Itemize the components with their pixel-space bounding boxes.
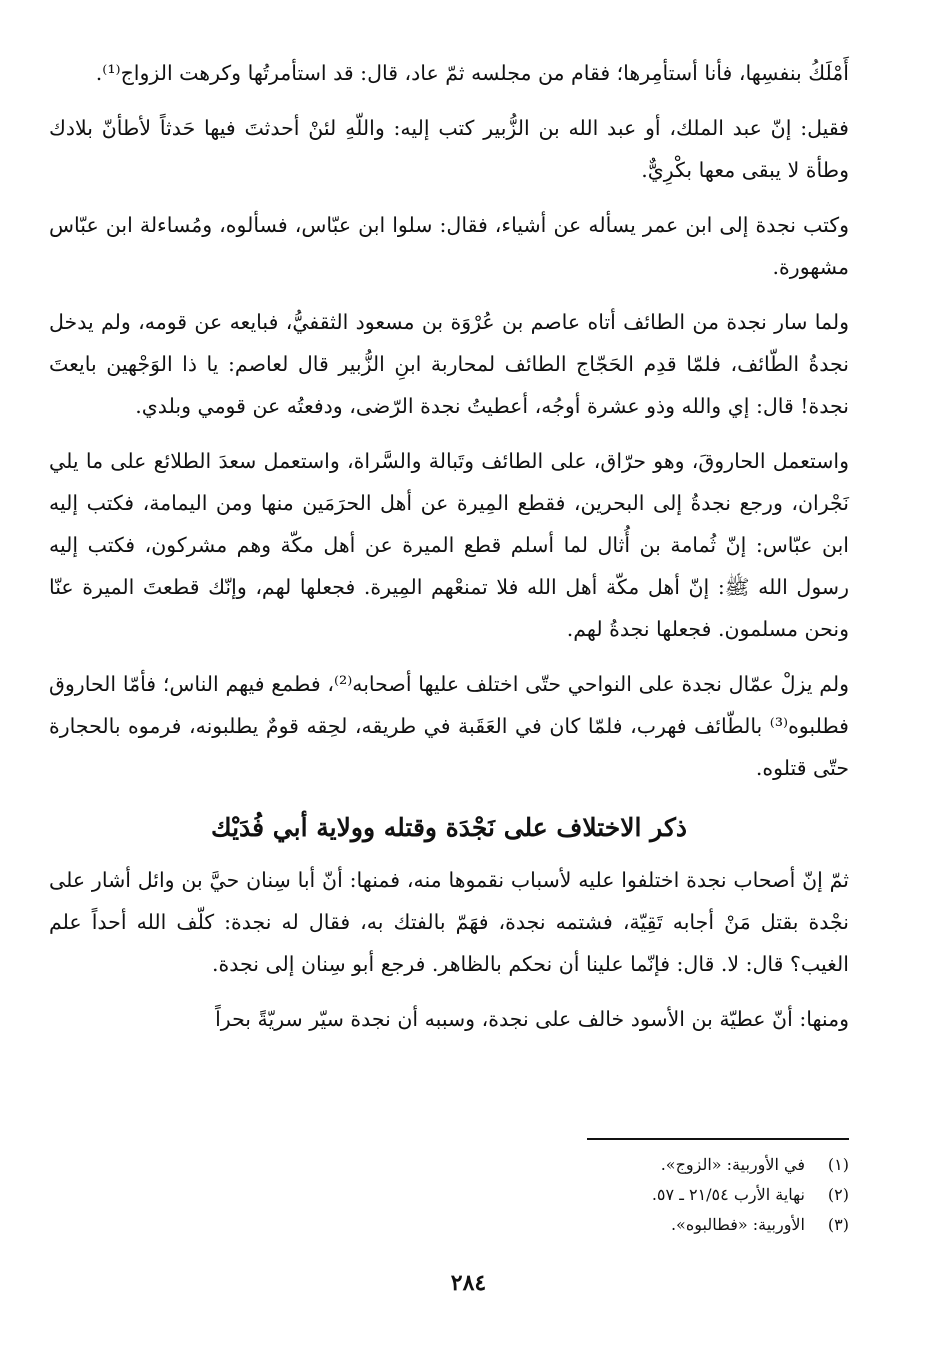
footnote-2 xyxy=(49,1180,849,1210)
footnote-text: في الأوربية: «الزوج». xyxy=(660,1155,805,1174)
page-number: ٢٨٤ xyxy=(450,1270,487,1296)
footnote-text: الأوربية: «فطالبوه». xyxy=(670,1215,805,1234)
paragraph-3: وكتب نجدة إلى ابن عمر يسأله عن أشياء، فقال: سلوا ابن عبّاس، فسألوه، ومُساءلة ابن عبّاس مشهورة. xyxy=(49,213,849,279)
footnotes xyxy=(49,1150,849,1240)
paragraph-6: ولم يزلْ عمّال نجدة على النواحي حتّى اختلف عليها أصحابه⁽²⁾، فطمع فيهم الناس؛ فأمّا الحاروق فطلبوه⁽³⁾ بالطّائف فهرب، فلمّا كان في العَقَبة في طريقه، لحِقه قومٌ يطلبونه، فرموه بالحجارة حتّى قتلوه. xyxy=(49,672,849,780)
paragraph-5: واستعمل الحاروقَ، وهو حرّاق، على الطائف وتَبالة والسَّراة، واستعمل سعدَ الطلائع على ما يلي نَجْران، ورجع نجدةُ إلى البحرين، فقطع المِيرة عن أهل الحرَمَين منها ومن اليمامة، فكتب إليه ابن عبّاس: إنّ ثُمامة بن أُثال لما أسلم قطع الميرة عن أهل مكّة وهم مشركون، فكتب إليه رسول الله ﷺ: إنّ أهل مكّة أهل الله فلا تمنعْهم المِيرة. فجعلها لهم، وإنّك قطعتَ الميرة عنّا ونحن مسلمون. فجعلها نجدةُ لهم. xyxy=(49,449,849,641)
paragraph-8: ومنها: أنّ عطيّة بن الأسود خالف على نجدة، وسببه أن نجدة سيّر سريّةً بحراً xyxy=(215,1007,849,1031)
footnote-number: (٢) xyxy=(827,1185,849,1204)
footnote-text: نهاية الأرب ٢١/٥٤ ـ ٥٧. xyxy=(651,1185,805,1204)
footnote-1 xyxy=(49,1150,849,1180)
paragraph-2: فقيل: إنّ عبد الملك، أو عبد الله بن الزُّبير كتب إليه: واللّهِ لئنْ أحدثتَ فيها حَدثاً لأطأنّ بلادك وطأة لا يبقى معها بكْرِيٌّ. xyxy=(49,116,849,182)
section-heading: ذكر الاختلاف على نَجْدَة وقتله وولاية أبي فُدَيْك xyxy=(211,813,687,842)
paragraph-7: ثمّ إنّ أصحاب نجدة اختلفوا عليه لأسباب نقموها منه، فمنها: أنّ أبا سِنان حيَّ بن وائل أشار على نجْدة بقتل مَنْ أجابه تَقِيّة، فشتمه نجدة، فهَمّ بالفتك به، فقال له نجدة: كلّف الله أحداً علم الغيب؟ قال: لا. قال: فإنّما علينا أن نحكم بالظاهر. فرجع أبو سِنان إلى نجدة. xyxy=(49,868,849,976)
footnote-3 xyxy=(49,1210,849,1240)
paragraph-4: ولما سار نجدة من الطائف أتاه عاصم بن عُرْوَة بن مسعود الثقفيُّ، فبايعه عن قومه، ولم يدخل نجدةُ الطّائف، فلمّا قدِم الحَجّاج الطائف لمحاربة ابنِ الزُّبير قال لعاصم: يا ذا الوَجْهين بايعتَ نجدة! قال: إي والله وذو عشرة أوجُه، أعطيتُ نجدة الرّضى، ودفعتُه عن قومي وبلدي. xyxy=(49,310,849,418)
page-body xyxy=(49,52,849,1053)
footnote-number: (٣) xyxy=(827,1215,849,1234)
footnote-divider xyxy=(587,1138,849,1140)
footnote-number: (١) xyxy=(827,1155,849,1174)
paragraph-1: أَمْلَكُ بنفسِها، فأنا أستأمِرها؛ فقام من مجلسه ثمّ عاد، قال: قد استأمرتُها وكرهت الزواج⁽¹⁾. xyxy=(95,61,849,85)
